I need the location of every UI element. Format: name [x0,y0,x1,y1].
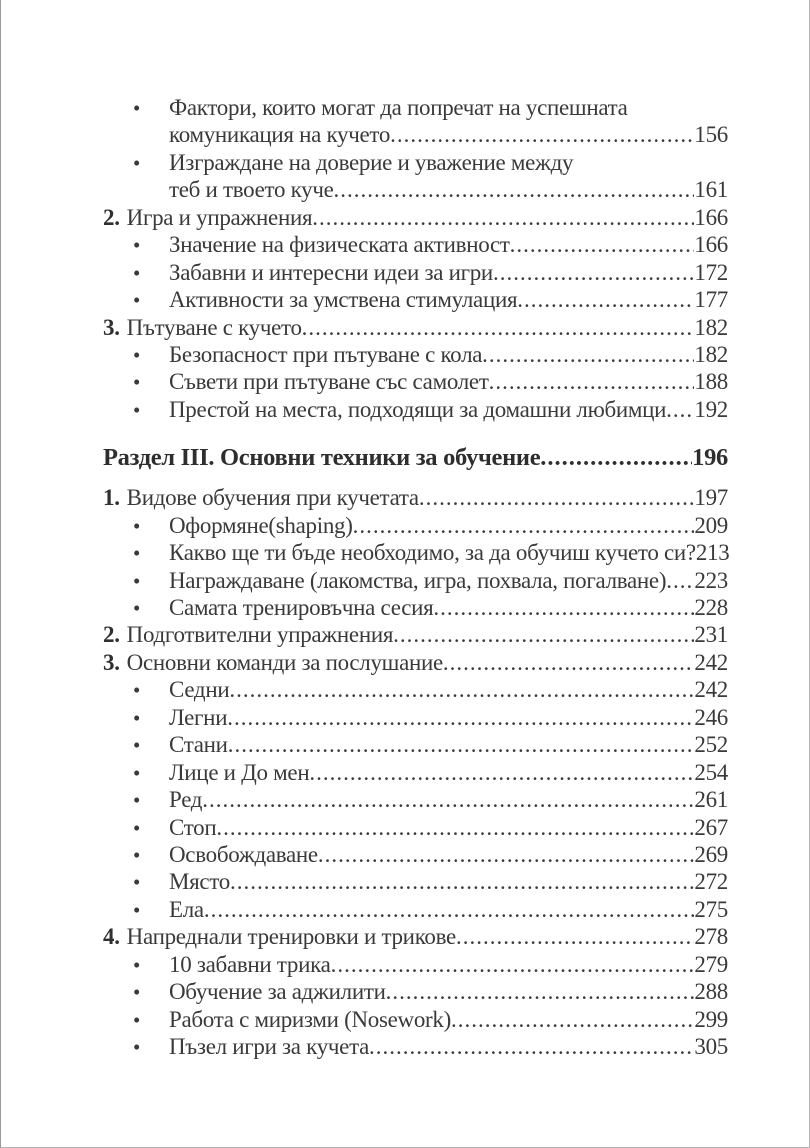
toc-row [103,231,728,258]
dot-leader [302,314,695,341]
bullet-icon: • [133,842,141,867]
toc-row [103,814,728,841]
toc-entry-title: Оформяне(shaping) [169,512,353,538]
toc-entry-title: Престой на места, подходящи за домашни любимци [169,396,667,422]
toc-entry-title: Лице и До мен [169,759,310,785]
toc-row [103,539,728,566]
page-number: 272 [694,869,728,895]
toc-entry-title: Видове обучения при кучетата [126,485,419,511]
bullet-icon: • [133,397,141,422]
page-number: 213 [695,540,730,566]
page-number: 278 [694,924,728,950]
page-number: 223 [694,567,728,593]
toc-entry-number: 3. [103,314,120,340]
toc-entry-number: 2. [103,204,120,230]
toc-entry-title: Фактори, които могат да попречат на успешната [169,95,628,120]
bullet-icon: • [133,1035,141,1059]
toc-row [103,923,728,950]
toc-row [103,1006,728,1033]
toc-entry-title: Активности за умствена стимулация [169,287,518,313]
bullet-icon: • [133,1007,141,1032]
dot-leader [353,512,695,539]
page-number: 192 [694,396,728,422]
toc-entry-number: 1. [103,485,120,511]
page-number: 166 [694,204,728,230]
dot-leader [393,621,694,648]
toc-entry-title: Ред [169,787,203,813]
bullet-icon: • [133,568,141,593]
toc-row [103,759,728,786]
dot-leader [517,286,694,313]
toc-row [103,204,728,231]
dot-leader [229,676,694,703]
toc-row [103,94,728,121]
dot-leader [309,759,694,786]
toc-entry-number: 4. [103,924,120,950]
page-number: 267 [694,814,728,840]
toc-entry-title: Безопасност при пътуване с кола [169,341,483,367]
toc-entry-title: Съвети при пътуване със самолет [169,369,489,395]
toc-row [103,368,728,395]
bullet-icon: • [133,150,141,175]
toc-row [103,396,728,423]
page-number: 269 [694,841,728,867]
toc-entry-title: Място [169,869,230,895]
dot-leader [227,704,694,731]
bullet-icon: • [133,952,141,977]
page-number: 288 [694,979,728,1005]
toc-entry-title: 10 забавни трика [169,951,331,977]
bullet-icon: • [133,596,141,620]
toc-entry-number: 3. [103,649,120,675]
dot-leader [456,923,694,950]
toc-row [103,676,728,703]
toc-entry-title: Пъзел игри за кучета [169,1034,370,1059]
dot-leader [216,814,694,841]
toc-row [103,149,728,176]
bullet-icon: • [133,897,141,922]
toc-row [103,731,728,758]
toc-entry-title: Подготвителни упражнения [126,622,394,648]
toc-row [103,594,728,621]
toc-row [103,341,728,368]
toc-row [103,649,728,676]
page-number: 275 [694,896,728,922]
page-number: 231 [694,622,728,648]
page-number: 279 [694,951,728,977]
toc-entry-title: Стоп [169,814,217,840]
toc-entry-title: Забавни и интересни идеи за игри [169,259,493,285]
toc-row [103,841,728,868]
dot-leader [390,121,694,148]
page-number: 299 [694,1006,728,1032]
toc-row [103,786,728,813]
dot-leader [443,649,694,676]
toc-row [103,1033,728,1060]
toc-entry-title: Игра и упражнения [126,204,313,230]
dot-leader [419,484,695,511]
bullet-icon: • [133,233,141,258]
dot-leader [318,841,695,868]
toc-row [103,259,728,286]
page-number: 172 [694,259,728,285]
bullet-icon: • [133,815,141,840]
page-number: 188 [694,369,728,395]
toc-entry-title: Ела [169,896,204,922]
dot-leader [334,176,695,203]
dot-leader [666,396,694,423]
toc-row [103,621,728,648]
toc-row [103,314,728,341]
dot-leader [230,868,694,895]
bullet-icon: • [133,788,141,813]
toc-entry-title: Раздел III. Основни техники за обучение [103,444,541,472]
dot-leader [510,231,695,258]
toc-entry-title: Изграждане на доверие и уважение между [169,149,574,175]
toc-entry-number: 2. [103,622,120,648]
toc-entry-title: Освобождаване [169,841,318,867]
page-number: 182 [694,341,728,367]
toc-row [103,896,728,923]
page-number: 196 [692,444,728,472]
toc-entry-title: Легни [169,704,228,730]
toc-entry-title: Основни команди за послушание [126,649,443,675]
dot-leader [493,259,694,286]
page-number: 261 [694,787,728,813]
bullet-icon: • [133,870,141,895]
dot-leader [331,951,695,978]
bullet-icon: • [133,513,141,538]
page-number: 305 [694,1034,728,1059]
toc-row [103,951,728,978]
toc-row [103,286,728,313]
page-number: 209 [694,512,728,538]
toc-row [103,443,728,473]
page-number: 156 [694,122,728,148]
page-number: 182 [694,314,728,340]
page-number: 228 [694,595,728,620]
dot-leader [204,896,695,923]
toc-entry-title: Обучение за аджилити [169,979,386,1005]
page-number: 246 [694,704,728,730]
toc-entry-title: Самата тренировъчна сесия [169,595,434,620]
bullet-icon: • [133,96,141,120]
bullet-icon: • [133,260,141,285]
dot-leader [666,567,694,594]
dot-leader [369,1033,694,1060]
dot-leader [433,594,694,621]
toc-row [103,121,728,148]
bullet-icon: • [133,678,141,703]
bullet-icon: • [133,288,141,313]
page-number: 242 [694,677,728,703]
page-number: 242 [694,649,728,675]
page-number: 161 [694,177,728,203]
toc-entry-title: Пътуване с кучето [126,314,302,340]
toc-entry-title: Какво ще ти бъде необходимо, за да обучиш кучето си? [169,540,696,566]
toc-row [103,567,728,594]
toc-entry-title: теб и твоето куче [169,177,334,203]
dot-leader [312,204,694,231]
toc-entry-title: Значение на физическата активност [169,232,510,258]
toc-row [103,512,728,539]
toc-entry-title: Награждаване (лакомства, игра, похвала, погалване) [169,567,667,593]
dot-leader [202,786,694,813]
toc-entry-title: комуникация на кучето [169,122,391,148]
toc-entry-title: Работа с миризми (Nosework) [169,1006,451,1032]
toc-entry-title: Седни [169,677,230,703]
dot-leader [540,443,692,473]
toc-row [103,704,728,731]
bullet-icon: • [133,342,141,367]
page-number: 252 [694,732,728,758]
toc-row [103,978,728,1005]
toc-entry-title: Стани [169,732,228,758]
page-number: 197 [694,485,728,511]
bullet-icon: • [133,980,141,1005]
dot-leader [386,978,695,1005]
dot-leader [228,731,695,758]
table-of-contents [103,94,728,1060]
toc-row [103,484,728,511]
bullet-icon: • [133,705,141,730]
page-number: 254 [694,759,728,785]
page-number: 166 [694,232,728,258]
bullet-icon: • [133,541,141,566]
bullet-icon: • [133,760,141,785]
page-number: 177 [694,287,728,313]
dot-leader [451,1006,694,1033]
toc-row [103,176,728,203]
dot-leader [482,341,694,368]
bullet-icon: • [133,370,141,395]
bullet-icon: • [133,733,141,758]
toc-row [103,868,728,895]
dot-leader [489,368,695,395]
toc-entry-title: Напреднали тренировки и трикове [126,924,456,950]
